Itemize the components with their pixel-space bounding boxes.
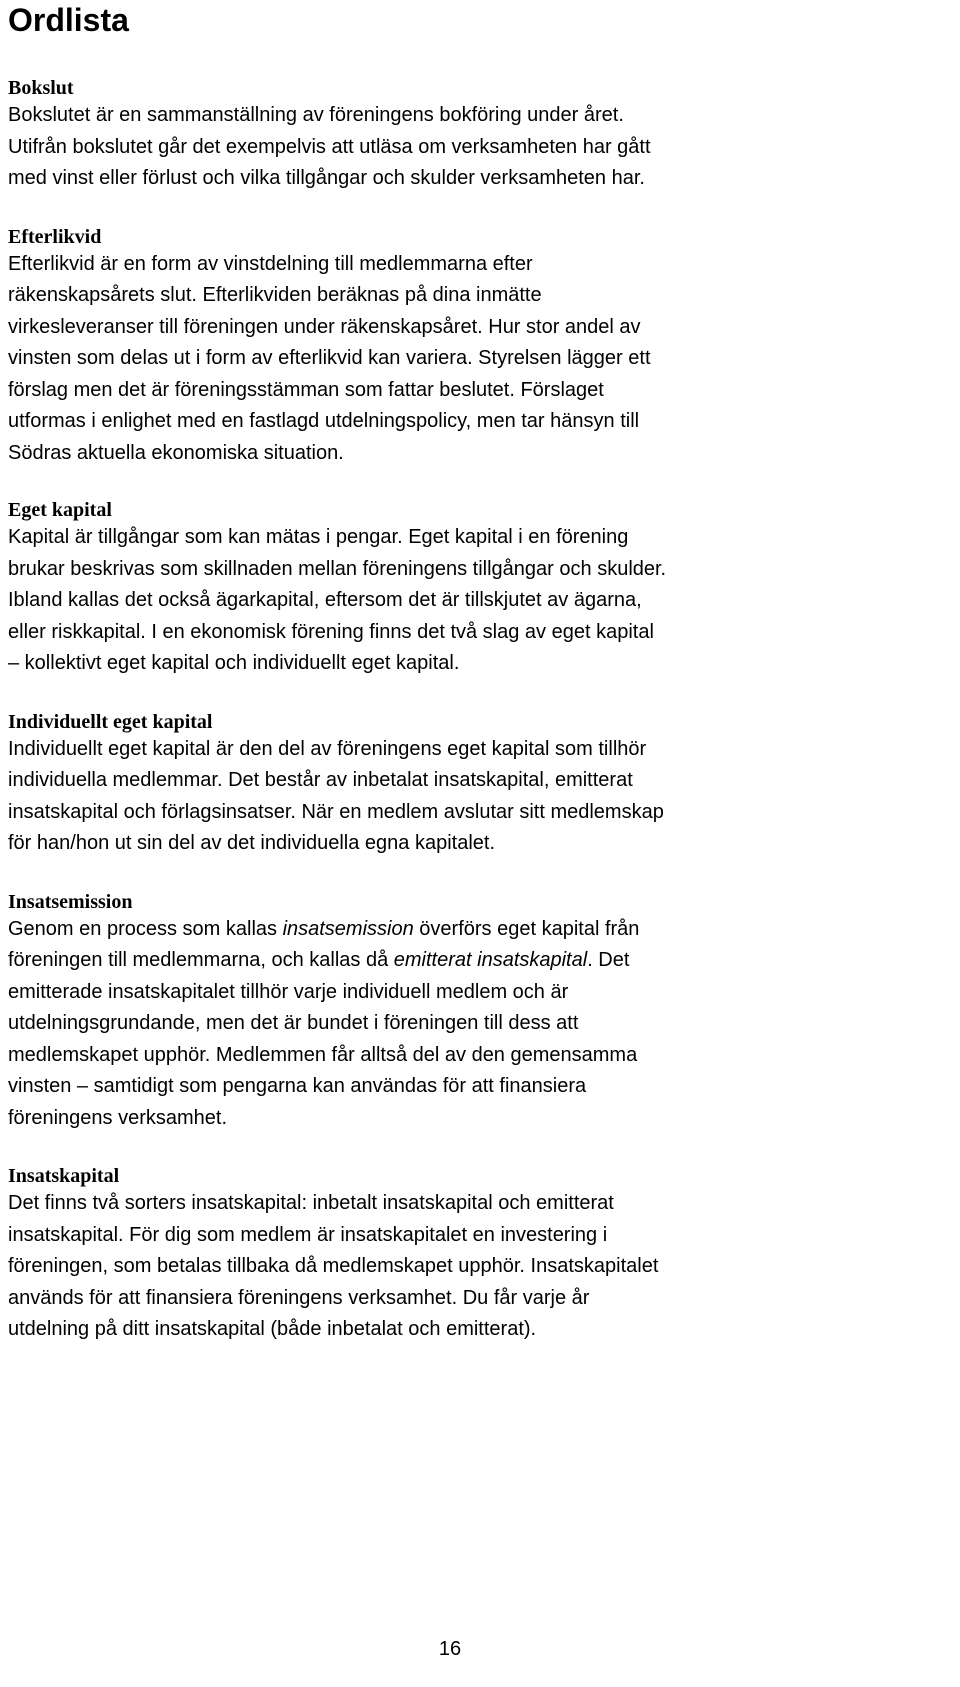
term-heading: Individuellt eget kapital	[8, 710, 213, 733]
glossary-entry-insatsemission	[8, 890, 952, 1135]
definition-text: . Det	[587, 949, 630, 971]
definition-text: överförs eget kapital från	[413, 917, 640, 940]
glossary-entry-bokslut	[8, 76, 952, 195]
definition-line: utformas i enlighet med en fastlagd utdelningspolicy, men tar hänsyn till	[8, 410, 640, 432]
term-definition	[8, 100, 952, 195]
term-heading: Insatsemission	[8, 890, 133, 913]
definition-line: föreningens verksamhet.	[8, 1106, 228, 1129]
definition-line: eller riskkapital. I en ekonomisk förening finns det två slag av eget kapital	[8, 620, 654, 643]
definition-line: Efterlikvid är en form av vinstdelning till medlemmarna efter	[8, 252, 533, 275]
definition-line: används för att finansiera föreningens verksamhet. Du får varje år	[8, 1286, 590, 1309]
term-definition	[8, 914, 952, 1135]
glossary-entry-efterlikvid	[8, 225, 952, 470]
term-definition	[8, 249, 952, 470]
definition-line: insatskapital och förlagsinsatser. När en medlem avslutar sitt medlemskap	[8, 800, 664, 823]
definition-line: Det finns två sorters insatskapital: inbetalt insatskapital och emitterat	[8, 1192, 614, 1214]
definition-line: – kollektivt eget kapital och individuellt eget kapital.	[8, 652, 460, 674]
page-title: Ordlista	[8, 2, 129, 38]
glossary-list	[8, 76, 952, 1346]
page-number: 16	[438, 1638, 462, 1660]
emphasized-term: emitterat insatskapital	[393, 949, 588, 971]
definition-line: vinsten som delas ut i form av efterlikvid kan variera. Styrelsen lägger ett	[8, 347, 651, 369]
definition-text: Genom en process som kallas	[8, 917, 283, 940]
term-definition	[8, 734, 952, 860]
definition-line: utdelningsgrundande, men det är bundet i föreningen till dess att	[8, 1012, 579, 1034]
glossary-entry-individuellt-eget-kapital	[8, 710, 952, 860]
definition-line: vinsten – samtidigt som pengarna kan användas för att finansiera	[8, 1075, 587, 1097]
definition-line: med vinst eller förlust och vilka tillgångar och skulder verksamheten har.	[8, 167, 645, 189]
definition-line: medlemskapet upphör. Medlemmen får alltså del av den gemensamma	[8, 1043, 638, 1066]
emphasized-term: insatsemission	[282, 917, 414, 940]
definition-line: Ibland kallas det också ägarkapital, eftersom det är tillskjutet av ägarna,	[8, 589, 642, 611]
document-page	[8, 0, 952, 1376]
definition-line: virkesleveranser till föreningen under räkenskapsåret. Hur stor andel av	[8, 315, 641, 338]
definition-line: Utifrån bokslutet går det exempelvis att utläsa om verksamheten har gått	[8, 135, 651, 158]
definition-line: insatskapital. För dig som medlem är insatskapitalet en investering i	[8, 1223, 608, 1246]
term-definition	[8, 522, 952, 680]
term-heading: Efterlikvid	[8, 225, 102, 248]
definition-text: föreningen till medlemmarna, och kallas då	[8, 949, 394, 971]
definition-line: emitterade insatskapitalet tillhör varje individuell medlem och är	[8, 980, 569, 1003]
definition-line: räkenskapsårets slut. Efterlikviden beräknas på dina inmätte	[8, 284, 542, 306]
definition-line: utdelning på ditt insatskapital (både inbetalat och emitterat).	[8, 1318, 537, 1340]
definition-line: Bokslutet är en sammanställning av föreningens bokföring under året.	[8, 104, 624, 126]
glossary-entry-insatskapital	[8, 1164, 952, 1346]
definition-line: individuella medlemmar. Det består av inbetalat insatskapital, emitterat	[8, 769, 633, 791]
term-heading: Eget kapital	[8, 499, 112, 521]
definition-line: föreningen, som betalas tillbaka då medlemskapet upphör. Insatskapitalet	[8, 1255, 659, 1277]
definition-line: Individuellt eget kapital är den del av föreningens eget kapital som tillhör	[8, 737, 647, 760]
definition-line: Södras aktuella ekonomiska situation.	[8, 441, 344, 464]
definition-line: Kapital är tillgångar som kan mätas i pengar. Eget kapital i en förening	[8, 526, 629, 548]
definition-line: förslag men det är föreningsstämman som fattar beslutet. Förslaget	[8, 378, 604, 401]
glossary-entry-eget-kapital	[8, 498, 952, 680]
definition-line: brukar beskrivas som skillnaden mellan föreningens tillgångar och skulder.	[8, 557, 667, 580]
term-heading: Bokslut	[8, 77, 74, 99]
definition-line: för han/hon ut sin del av det individuella egna kapitalet.	[8, 832, 496, 854]
term-heading: Insatskapital	[8, 1165, 120, 1187]
term-definition	[8, 1188, 952, 1346]
